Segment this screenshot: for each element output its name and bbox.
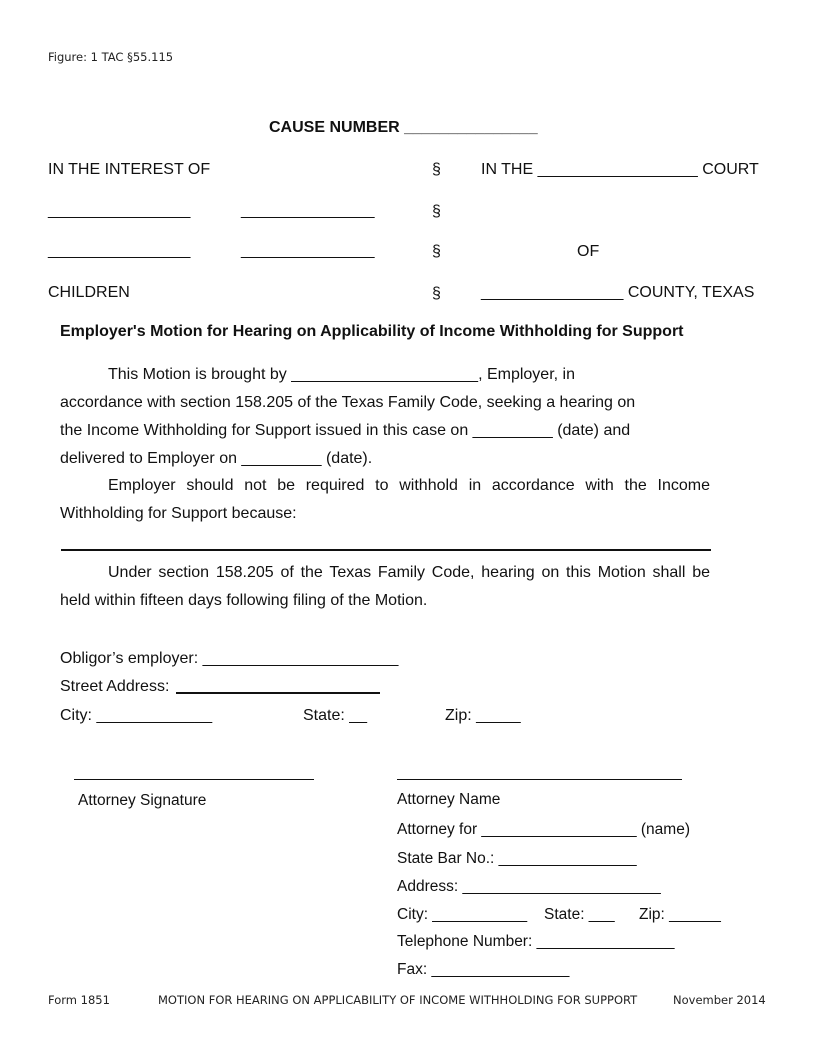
paragraph-1-line-2: accordance with section 158.205 of the Texas Family Code, seeking a hearing on [60,394,636,411]
section-sign: § [432,243,441,260]
paragraph-3: Under section 158.205 of the Texas Family Code, hearing on this Motion shall be held within fifteen days following filing of the Motion. [60,564,710,609]
children-label: CHILDREN [48,284,130,301]
attorney-name-label: Attorney Name [397,791,501,808]
reason-line [61,549,711,551]
fax-field: Fax: ________________ [397,961,570,978]
employer-zip-field: Zip: _____ [445,707,521,724]
attorney-city-field: City: ___________ [397,906,528,923]
street-address-line [176,692,380,694]
footer-date: November 2014 [673,993,766,1007]
attorney-signature-label: Attorney Signature [78,792,207,809]
child-name-blank: ________________ [48,242,191,259]
county-line: ________________ COUNTY, TEXAS [481,284,755,301]
paragraph-2: Employer should not be required to withhold in accordance with the Income Withholding for Support because: [60,477,710,522]
attorney-address-field: Address: _______________________ [397,878,661,895]
section-sign: § [432,161,441,178]
employer-city-field: City: _____________ [60,707,213,724]
paragraph-1-line-3: the Income Withholding for Support issued in this case on _________ (date) and [60,422,631,439]
cause-number: CAUSE NUMBER _______________ [269,119,538,136]
street-address-label: Street Address: [60,678,174,695]
paragraph-1-line-1: This Motion is brought by _____________________, Employer, in [108,366,575,383]
signature-line [74,779,314,780]
child-name-blank: _______________ [241,242,375,259]
employer-state-field: State: __ [303,707,368,724]
figure-reference: Figure: 1 TAC §55.115 [48,50,174,64]
footer-title: MOTION FOR HEARING ON APPLICABILITY OF INCOME WITHHOLDING FOR SUPPORT [158,993,638,1007]
paragraph-1-line-4: delivered to Employer on _________ (date). [60,450,373,467]
section-sign: § [432,203,441,220]
of-label: OF [577,243,600,260]
form-number: Form 1851 [48,993,110,1007]
attorney-state-field: State: ___ [544,906,615,923]
telephone-field: Telephone Number: ________________ [397,933,675,950]
child-name-blank: _______________ [241,202,375,219]
attorney-name-line [397,779,682,780]
court-line: IN THE __________________ COURT [481,161,759,178]
in-the-interest-of: IN THE INTEREST OF [48,161,211,178]
obligor-employer-field: Obligor’s employer: ______________________ [60,650,399,667]
child-name-blank: ________________ [48,202,191,219]
motion-title: Employer's Motion for Hearing on Applicability of Income Withholding for Support [60,323,684,340]
state-bar-field: State Bar No.: ________________ [397,850,637,867]
attorney-for-field: Attorney for __________________ (name) [397,821,690,838]
section-sign: § [432,285,441,302]
attorney-zip-field: Zip: ______ [639,906,721,923]
